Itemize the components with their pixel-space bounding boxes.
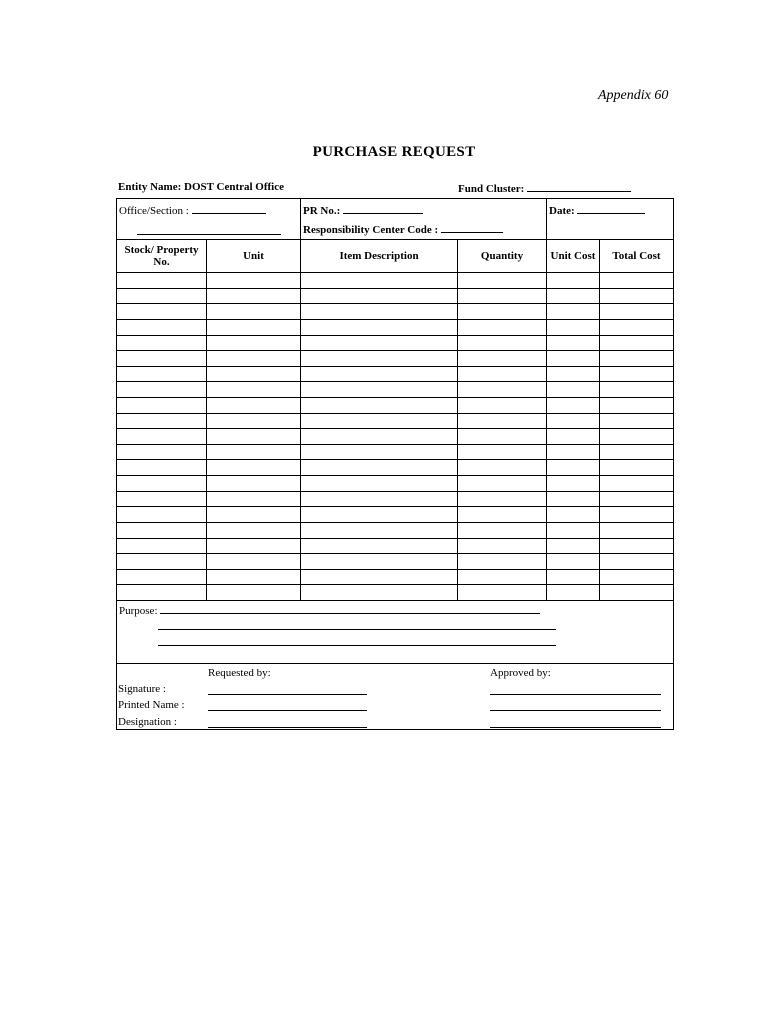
col-header-quantity: Quantity	[480, 250, 524, 262]
office-section-label: Office/Section :	[119, 205, 189, 217]
table-row	[117, 553, 673, 554]
header-divider	[300, 199, 301, 240]
approved-designation-field[interactable]	[490, 727, 661, 728]
requested-by-label: Requested by:	[208, 667, 271, 679]
table-row	[117, 444, 673, 445]
approved-signature-field[interactable]	[490, 694, 661, 695]
requested-designation-field[interactable]	[208, 727, 367, 728]
responsibility-center-code-field[interactable]	[441, 222, 503, 233]
table-row	[117, 475, 673, 476]
requested-printed-name-field[interactable]	[208, 710, 367, 711]
purpose-top-border	[117, 600, 673, 601]
table-row	[117, 381, 673, 382]
date-label: Date:	[549, 205, 575, 217]
table-row	[117, 319, 673, 320]
col-header-unit: Unit	[243, 250, 264, 262]
purpose	[119, 603, 540, 617]
col-header-stock-property-no: Stock/ Property No.	[124, 244, 199, 268]
table-header-border	[117, 272, 673, 273]
column-divider	[206, 239, 207, 600]
approved-printed-name-field[interactable]	[490, 710, 661, 711]
table-row	[117, 335, 673, 336]
table-row	[117, 506, 673, 507]
purpose-field-line-2[interactable]	[158, 629, 556, 630]
entity-name-label: Entity Name:	[118, 181, 182, 193]
table-row	[117, 538, 673, 539]
office-section-field-2[interactable]	[137, 224, 281, 235]
table-row	[117, 584, 673, 585]
header-divider	[546, 199, 547, 240]
pr-no-field[interactable]	[343, 203, 423, 214]
purpose-field-line-3[interactable]	[158, 645, 556, 646]
table-row	[117, 413, 673, 414]
col-header-item-description: Item Description	[339, 250, 419, 262]
column-divider	[300, 239, 301, 600]
pr-no-label: PR No.:	[303, 205, 341, 217]
printed-name-label: Printed Name :	[118, 699, 185, 711]
column-divider	[599, 239, 600, 600]
designation-label: Designation :	[118, 716, 177, 728]
date-field[interactable]	[577, 203, 645, 214]
requested-signature-field[interactable]	[208, 694, 367, 695]
table-row	[117, 397, 673, 398]
fund-cluster-field[interactable]	[527, 181, 631, 192]
appendix-label: Appendix 60	[598, 88, 669, 103]
column-divider	[546, 239, 547, 600]
table-row	[117, 366, 673, 367]
signature-label: Signature :	[118, 683, 166, 695]
fund-cluster-label: Fund Cluster:	[458, 183, 525, 195]
page-title: PURCHASE REQUEST	[312, 144, 476, 160]
purpose-label: Purpose:	[119, 605, 158, 617]
entity-name	[118, 181, 284, 193]
col-header-total-cost: Total Cost	[612, 250, 661, 262]
entity-name-value: DOST Central Office	[184, 181, 285, 193]
table-row	[117, 350, 673, 351]
responsibility-center-code-label: Responsibility Center Code :	[303, 224, 439, 236]
purpose-field[interactable]	[160, 603, 540, 614]
table-row	[117, 569, 673, 570]
table-row	[117, 288, 673, 289]
col-header-unit-cost: Unit Cost	[550, 250, 596, 262]
responsibility-center-code	[303, 222, 503, 236]
signature-top-border	[117, 663, 673, 664]
pr-no	[303, 203, 423, 217]
table-row	[117, 459, 673, 460]
office-section-field[interactable]	[192, 203, 266, 214]
purchase-request-form	[116, 198, 674, 730]
approved-by-label: Approved by:	[490, 667, 551, 679]
fund-cluster	[458, 181, 631, 195]
column-divider	[457, 239, 458, 600]
table-row	[117, 522, 673, 523]
table-row	[117, 428, 673, 429]
table-row	[117, 303, 673, 304]
office-section	[119, 203, 266, 217]
date	[549, 203, 645, 217]
table-row	[117, 491, 673, 492]
